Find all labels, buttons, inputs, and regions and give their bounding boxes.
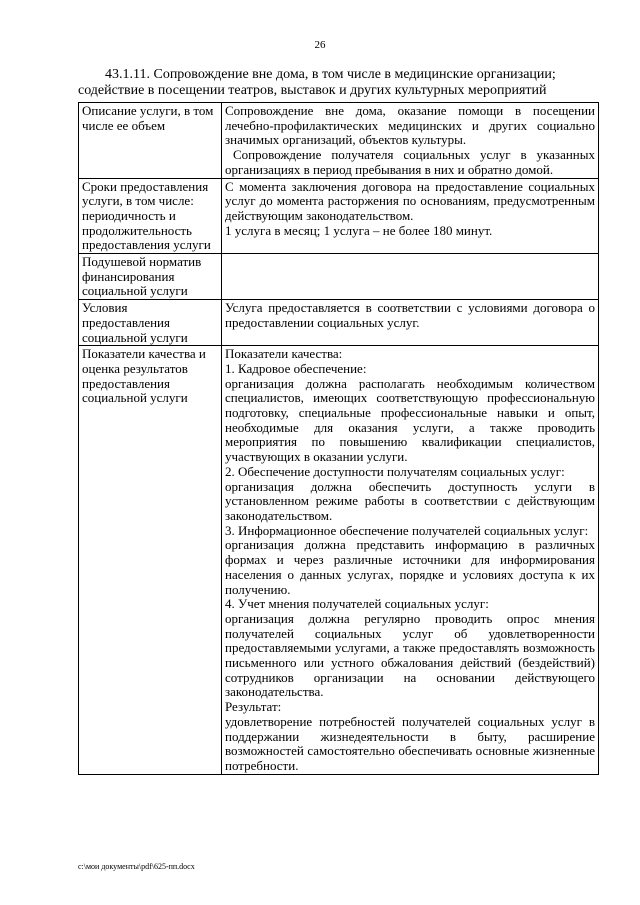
row-paragraph: Сопровождение получателя социальных услуг в указанных организациях в период пребывания в них и обратно домой.: [225, 147, 595, 177]
row-paragraph: организация должна располагать необходимым количеством специалистов, имеющих соответствующую профессиональную подготовку, специальные профессиональные навыки и опыт, необходимые для оказания услуги, а также проводить мероприятия по повышению квалификации специалистов, участвующих в оказании услуги.: [225, 375, 595, 465]
row-label: Подушевой норматив финансирования социальной услуги: [79, 254, 222, 300]
table-row: [79, 346, 599, 774]
heading-line-1: 43.1.11. Сопровождение вне дома, в том числе в медицинские организации;: [105, 67, 556, 82]
heading-line-2: содействие в посещении театров, выставок и других культурных мероприятий: [78, 83, 547, 98]
row-paragraph: Услуга предоставляется в соответствии с условиями договора о предоставлении социальных услуг.: [225, 300, 595, 330]
row-value: [222, 103, 599, 179]
section-heading: [78, 67, 598, 99]
row-value: [222, 300, 599, 346]
row-value: [222, 346, 599, 774]
row-value: [222, 178, 599, 254]
row-label: Сроки предоставления услуги, в том числе: периодичность и продолжительность предоставления услуги: [79, 178, 222, 254]
row-label: Условия предоставления социальной услуги: [79, 300, 222, 346]
row-paragraph: удовлетворение потребностей получателей социальных услуг в поддержании жизнедеятельности в быту, расширение возможностей самостоятельно обеспечивать основные жизненные потребности.: [225, 713, 595, 773]
row-paragraph: организация должна обеспечить доступность услуги в установленном режиме работы в соответствии с действующим законодательством.: [225, 478, 595, 523]
table-row: [79, 300, 599, 346]
row-paragraph: 1 услуга в месяц; 1 услуга – не более 180 минут.: [225, 222, 493, 238]
table-row: [79, 254, 599, 300]
row-paragraph: Показатели качества:: [225, 346, 343, 362]
row-paragraph: организация должна регулярно проводить опрос мнения получателей социальных услуг об удовлетворенности предоставляемыми услугами, а также предоставлять возможность письменного или устного обжалования действий (бездействий) сотрудников организации на основании действующего законодательства.: [225, 610, 595, 700]
footer-file-path: c:\мои документы\pdf\625-пп.docx: [78, 862, 195, 871]
table-row: [79, 103, 599, 179]
row-paragraph: С момента заключения договора на предоставление социальных услуг до момента расторжения по основаниям, предусмотренным действующим законодательством.: [225, 178, 595, 223]
row-paragraph: 3. Информационное обеспечение получателей социальных услуг:: [225, 522, 589, 538]
row-label: Показатели качества и оценка результатов предоставления социальной услуги: [79, 346, 222, 774]
row-paragraph: 4. Учет мнения получателей социальных услуг:: [225, 596, 489, 612]
row-paragraph: 2. Обеспечение доступности получателям социальных услуг:: [225, 463, 565, 479]
page-number: 26: [314, 39, 326, 51]
row-paragraph: Сопровождение вне дома, оказание помощи в посещении лечебно-профилактических медицинских и других социально значимых организаций, объектов культуры.: [225, 103, 595, 148]
table-row: [79, 178, 599, 254]
row-label: Описание услуги, в том числе ее объем: [79, 103, 222, 179]
row-paragraph: 1. Кадровое обеспечение:: [225, 360, 367, 376]
service-table: [78, 102, 599, 775]
row-paragraph: организация должна представить информацию в различных формах и через различные источники для информирования населения о данных услугах, порядке и условиях доступа к их получению.: [225, 537, 595, 597]
row-paragraph: Результат:: [225, 699, 282, 715]
row-value: [222, 254, 599, 300]
